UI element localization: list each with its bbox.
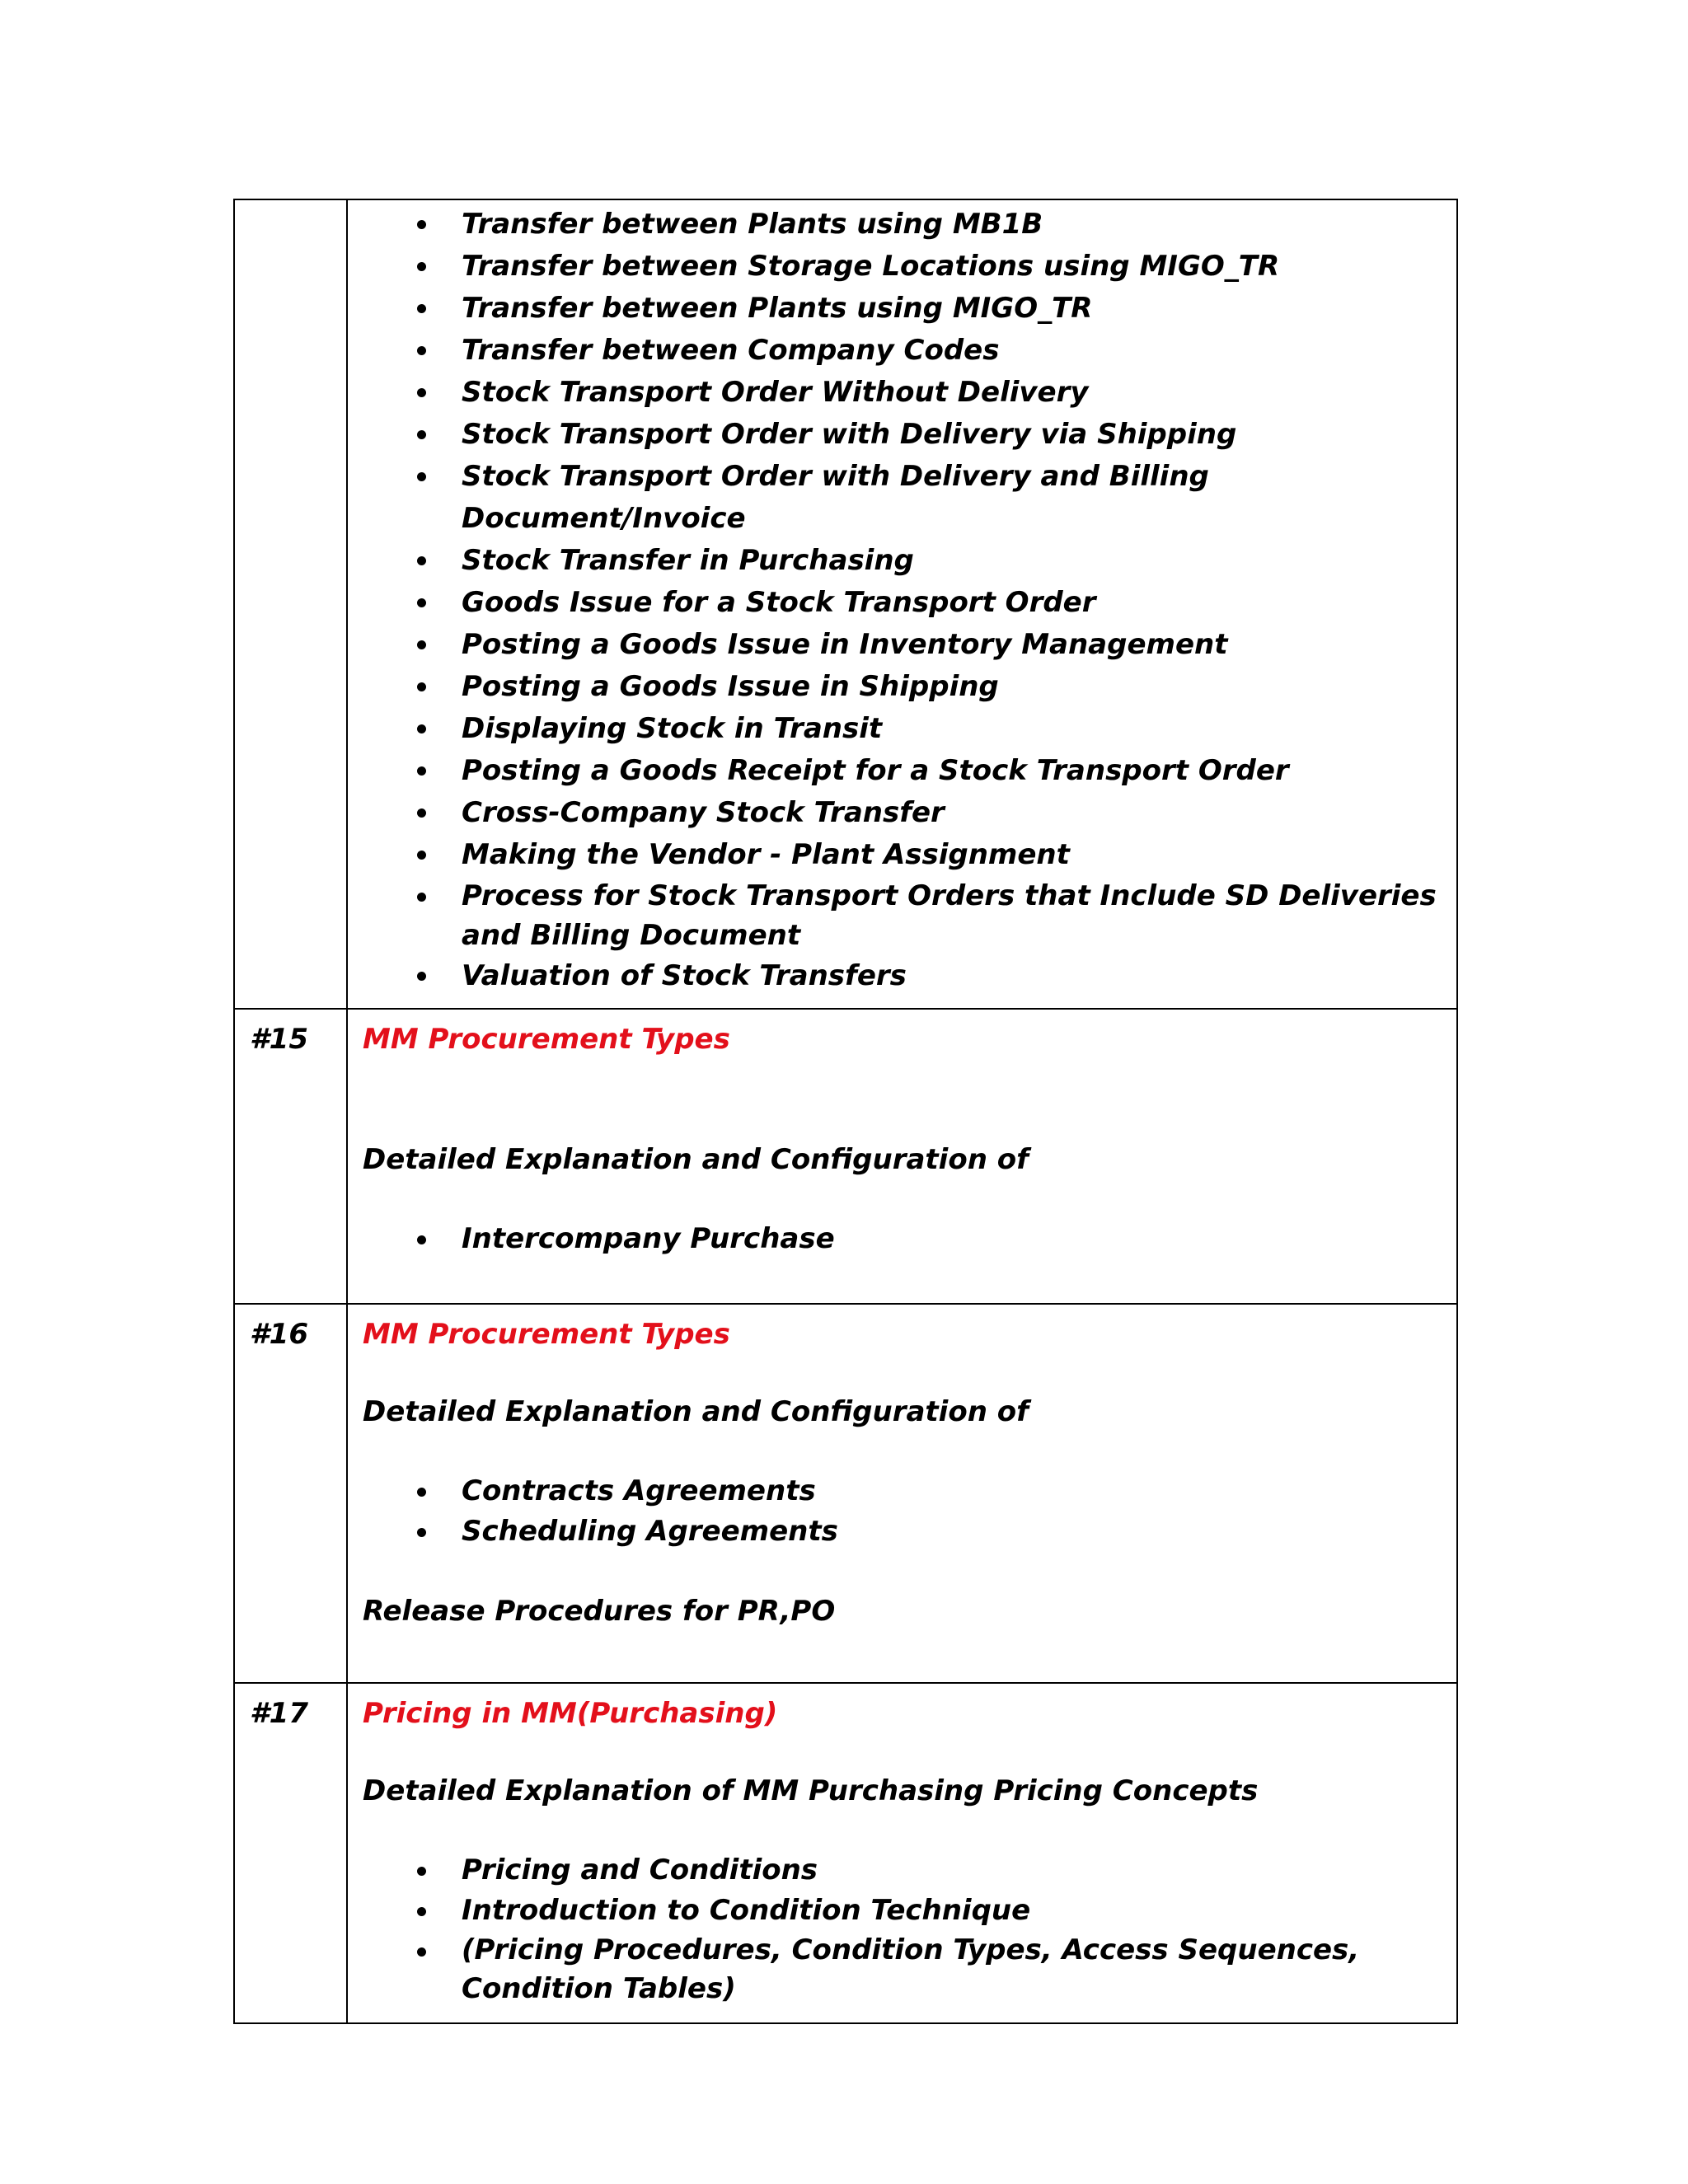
list-item: (Pricing Procedures, Condition Types, Access Sequences, Condition Tables) [462,1931,1442,2008]
bullet-icon [417,640,426,649]
bullet-icon [417,808,426,818]
bullet-icon [417,972,426,981]
row-number: #15 [250,1023,308,1056]
bullet-icon [417,262,426,271]
section-title: MM Procurement Types [363,1318,730,1351]
section-title: MM Procurement Types [363,1023,730,1056]
section-footer: Release Procedures for PR,PO [363,1595,836,1628]
list-item: Transfer between Company Codes [462,330,1442,372]
bullet-icon [417,304,426,313]
row-number: #16 [250,1318,308,1351]
list-item: Stock Transport Order with Delivery via Shipping [462,414,1442,456]
row-number-cell [234,1304,347,1683]
bullet-icon [417,430,426,439]
bullet-icon [417,598,426,607]
bullet-icon [417,388,426,397]
list-item: Valuation of Stock Transfers [462,955,1442,997]
topic-list [363,1850,1442,2008]
row-number: #17 [250,1697,308,1730]
list-item: Contracts Agreements [462,1471,1442,1511]
bullet-icon [417,682,426,691]
section-intro: Detailed Explanation of MM Purchasing Pricing Concepts [363,1774,1259,1807]
bullet-icon [417,1235,426,1244]
row-content-cell [347,1683,1457,2023]
list-item: Posting a Goods Issue in Shipping [462,666,1442,708]
list-item: Intercompany Purchase [462,1219,1442,1259]
list-item: Transfer between Plants using MB1B [462,204,1442,246]
section-intro: Detailed Explanation and Configuration of [363,1143,1029,1176]
bullet-icon [417,1867,426,1876]
list-item: Displaying Stock in Transit [462,708,1442,750]
bullet-icon [417,893,426,902]
table-row [234,1683,1457,2023]
bullet-icon [417,766,426,776]
list-item: Transfer between Storage Locations using MIGO_TR [462,246,1442,288]
bullet-icon [417,1528,426,1537]
row-number-cell [234,199,347,1009]
bullet-icon [417,472,426,481]
course-outline-table [233,199,1458,2024]
list-item: Scheduling Agreements [462,1511,1442,1552]
bullet-icon [417,556,426,565]
list-item: Posting a Goods Receipt for a Stock Transport Order [462,750,1442,792]
section-title: Pricing in MM(Purchasing) [363,1697,778,1730]
list-item: Posting a Goods Issue in Inventory Management [462,624,1442,666]
list-item: Stock Transport Order Without Delivery [462,372,1442,414]
table-row [234,1304,1457,1683]
list-item: Process for Stock Transport Orders that Include SD Deliveries and Billing Document [462,876,1442,955]
section-intro: Detailed Explanation and Configuration of [363,1395,1029,1428]
bullet-icon [417,851,426,860]
list-item: Goods Issue for a Stock Transport Order [462,582,1442,624]
list-item: Making the Vendor - Plant Assignment [462,834,1442,876]
bullet-icon [417,724,426,733]
topic-list [363,204,1442,997]
list-item: Introduction to Condition Technique [462,1891,1442,1931]
row-number-cell [234,1009,347,1304]
list-item: Cross-Company Stock Transfer [462,792,1442,834]
bullet-icon [417,220,426,229]
topic-list [363,1219,1442,1259]
row-content-cell [347,1009,1457,1304]
bullet-icon [417,346,426,355]
bullet-icon [417,1947,426,1957]
list-item: Transfer between Plants using MIGO_TR [462,288,1442,330]
bullet-icon [417,1488,426,1497]
table-row [234,199,1457,1009]
topic-list [363,1471,1442,1552]
row-number-cell [234,1683,347,2023]
row-content-cell [347,199,1457,1009]
bullet-icon [417,1907,426,1916]
table-row [234,1009,1457,1304]
list-item: Stock Transfer in Purchasing [462,540,1442,582]
list-item: Stock Transport Order with Delivery and Billing Document/Invoice [462,456,1442,540]
row-content-cell [347,1304,1457,1683]
list-item: Pricing and Conditions [462,1850,1442,1891]
